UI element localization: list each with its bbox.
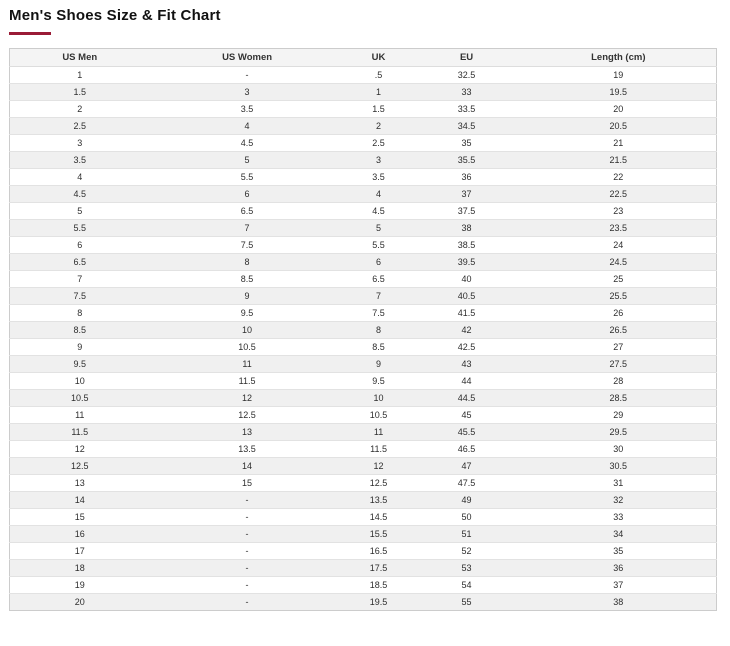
table-cell: 8 (345, 322, 413, 339)
table-cell: 37 (521, 577, 717, 594)
table-row (10, 407, 717, 424)
table-cell: 10.5 (149, 339, 344, 356)
table-cell: 16.5 (345, 543, 413, 560)
table-cell: 15 (149, 475, 344, 492)
table-cell: - (149, 560, 344, 577)
table-cell: 24 (521, 237, 717, 254)
table-cell: - (149, 67, 344, 84)
table-row (10, 390, 717, 407)
table-cell: 47 (412, 458, 520, 475)
table-cell: 31 (521, 475, 717, 492)
table-row (10, 441, 717, 458)
table-cell: 19.5 (521, 84, 717, 101)
table-cell: .5 (345, 67, 413, 84)
table-row (10, 560, 717, 577)
table-cell: - (149, 577, 344, 594)
table-cell: 23 (521, 203, 717, 220)
table-row (10, 169, 717, 186)
table-cell: 12.5 (345, 475, 413, 492)
table-cell: 12 (345, 458, 413, 475)
column-header-uk: UK (345, 49, 413, 67)
table-cell: 5 (345, 220, 413, 237)
table-cell: 4.5 (149, 135, 344, 152)
table-cell: 3.5 (10, 152, 150, 169)
table-row (10, 526, 717, 543)
table-cell: 38.5 (412, 237, 520, 254)
table-cell: 43 (412, 356, 520, 373)
table-cell: 9 (10, 339, 150, 356)
table-cell: 1.5 (345, 101, 413, 118)
table-cell: 9 (345, 356, 413, 373)
table-cell: 9.5 (149, 305, 344, 322)
table-cell: 38 (521, 594, 717, 611)
table-cell: 12.5 (10, 458, 150, 475)
table-cell: 6 (345, 254, 413, 271)
table-cell: 9.5 (345, 373, 413, 390)
table-cell: 5.5 (345, 237, 413, 254)
table-cell: 12.5 (149, 407, 344, 424)
table-cell: 20 (10, 594, 150, 611)
table-cell: 3 (10, 135, 150, 152)
table-cell: 12 (10, 441, 150, 458)
column-header-eu: EU (412, 49, 520, 67)
table-row (10, 594, 717, 611)
table-cell: 41.5 (412, 305, 520, 322)
table-row (10, 492, 717, 509)
table-cell: 51 (412, 526, 520, 543)
column-header-length-cm: Length (cm) (521, 49, 717, 67)
table-cell: 27 (521, 339, 717, 356)
table-cell: 44.5 (412, 390, 520, 407)
table-cell: 33.5 (412, 101, 520, 118)
table-cell: 15 (10, 509, 150, 526)
table-cell: 54 (412, 577, 520, 594)
table-cell: 11.5 (345, 441, 413, 458)
table-row (10, 356, 717, 373)
table-cell: 4.5 (345, 203, 413, 220)
table-cell: - (149, 594, 344, 611)
table-cell: 3 (149, 84, 344, 101)
column-header-us-men: US Men (10, 49, 150, 67)
table-row (10, 543, 717, 560)
table-row (10, 577, 717, 594)
table-cell: 52 (412, 543, 520, 560)
table-cell: 46.5 (412, 441, 520, 458)
table-cell: 5.5 (149, 169, 344, 186)
table-row (10, 373, 717, 390)
table-cell: 26 (521, 305, 717, 322)
table-cell: 3 (345, 152, 413, 169)
size-chart-header (10, 49, 717, 67)
table-cell: 37 (412, 186, 520, 203)
table-cell: 4 (10, 169, 150, 186)
table-cell: 36 (521, 560, 717, 577)
table-cell: 39.5 (412, 254, 520, 271)
table-row (10, 322, 717, 339)
table-cell: 28.5 (521, 390, 717, 407)
table-cell: 30.5 (521, 458, 717, 475)
table-cell: 4 (149, 118, 344, 135)
table-cell: 50 (412, 509, 520, 526)
table-cell: 14 (149, 458, 344, 475)
table-cell: 2.5 (345, 135, 413, 152)
table-cell: 7 (149, 220, 344, 237)
table-cell: 27.5 (521, 356, 717, 373)
table-row (10, 220, 717, 237)
table-cell: 40.5 (412, 288, 520, 305)
table-cell: 26.5 (521, 322, 717, 339)
table-cell: 7.5 (10, 288, 150, 305)
table-row (10, 288, 717, 305)
table-cell: 5 (10, 203, 150, 220)
table-cell: 4 (345, 186, 413, 203)
table-cell: 13 (10, 475, 150, 492)
table-row (10, 152, 717, 169)
table-row (10, 509, 717, 526)
table-cell: 34 (521, 526, 717, 543)
table-cell: 42.5 (412, 339, 520, 356)
table-cell: 35 (521, 543, 717, 560)
table-row (10, 254, 717, 271)
table-cell: 11 (345, 424, 413, 441)
table-cell: 42 (412, 322, 520, 339)
table-cell: 29.5 (521, 424, 717, 441)
table-cell: 40 (412, 271, 520, 288)
table-cell: 4.5 (10, 186, 150, 203)
table-cell: 5 (149, 152, 344, 169)
table-cell: 18.5 (345, 577, 413, 594)
table-cell: 10.5 (345, 407, 413, 424)
table-row (10, 67, 717, 84)
table-cell: 7 (10, 271, 150, 288)
table-cell: 29 (521, 407, 717, 424)
table-cell: 45.5 (412, 424, 520, 441)
table-cell: 22 (521, 169, 717, 186)
title-underline (9, 32, 51, 35)
table-cell: 2.5 (10, 118, 150, 135)
header-row (10, 49, 717, 67)
table-cell: 44 (412, 373, 520, 390)
table-cell: - (149, 492, 344, 509)
table-cell: 8.5 (149, 271, 344, 288)
page-title: Men's Shoes Size & Fit Chart (9, 7, 221, 24)
table-cell: 6 (10, 237, 150, 254)
table-cell: - (149, 526, 344, 543)
table-cell: 9.5 (10, 356, 150, 373)
table-cell: 11.5 (149, 373, 344, 390)
table-row (10, 84, 717, 101)
table-cell: 7.5 (149, 237, 344, 254)
table-cell: 35 (412, 135, 520, 152)
table-row (10, 475, 717, 492)
table-cell: - (149, 509, 344, 526)
table-cell: 6.5 (345, 271, 413, 288)
table-cell: 13.5 (345, 492, 413, 509)
table-cell: - (149, 543, 344, 560)
table-cell: 14.5 (345, 509, 413, 526)
table-cell: 19 (521, 67, 717, 84)
table-row (10, 424, 717, 441)
table-row (10, 135, 717, 152)
table-cell: 1 (10, 67, 150, 84)
table-cell: 19 (10, 577, 150, 594)
table-cell: 3.5 (149, 101, 344, 118)
size-chart-table (9, 48, 717, 611)
table-cell: 7 (345, 288, 413, 305)
table-cell: 17 (10, 543, 150, 560)
table-cell: 34.5 (412, 118, 520, 135)
table-cell: 11 (10, 407, 150, 424)
table-cell: 20.5 (521, 118, 717, 135)
table-cell: 11.5 (10, 424, 150, 441)
table-cell: 28 (521, 373, 717, 390)
table-cell: 10 (10, 373, 150, 390)
table-cell: 15.5 (345, 526, 413, 543)
table-cell: 33 (521, 509, 717, 526)
table-cell: 18 (10, 560, 150, 577)
table-cell: 21.5 (521, 152, 717, 169)
table-cell: 8 (149, 254, 344, 271)
table-cell: 6 (149, 186, 344, 203)
table-cell: 49 (412, 492, 520, 509)
size-chart-body (10, 67, 717, 611)
table-cell: 37.5 (412, 203, 520, 220)
table-cell: 47.5 (412, 475, 520, 492)
table-cell: 30 (521, 441, 717, 458)
table-row (10, 186, 717, 203)
table-cell: 10 (149, 322, 344, 339)
table-cell: 36 (412, 169, 520, 186)
table-cell: 32 (521, 492, 717, 509)
table-cell: 21 (521, 135, 717, 152)
table-cell: 1 (345, 84, 413, 101)
table-cell: 2 (10, 101, 150, 118)
table-cell: 11 (149, 356, 344, 373)
table-cell: 35.5 (412, 152, 520, 169)
table-cell: 10 (345, 390, 413, 407)
table-cell: 19.5 (345, 594, 413, 611)
table-cell: 22.5 (521, 186, 717, 203)
table-cell: 1.5 (10, 84, 150, 101)
table-cell: 13.5 (149, 441, 344, 458)
table-row (10, 305, 717, 322)
table-row (10, 101, 717, 118)
table-row (10, 237, 717, 254)
table-cell: 12 (149, 390, 344, 407)
table-cell: 45 (412, 407, 520, 424)
table-cell: 6.5 (149, 203, 344, 220)
table-cell: 55 (412, 594, 520, 611)
table-row (10, 203, 717, 220)
table-cell: 5.5 (10, 220, 150, 237)
table-cell: 9 (149, 288, 344, 305)
table-cell: 32.5 (412, 67, 520, 84)
table-cell: 6.5 (10, 254, 150, 271)
table-cell: 33 (412, 84, 520, 101)
table-cell: 23.5 (521, 220, 717, 237)
table-cell: 3.5 (345, 169, 413, 186)
table-cell: 2 (345, 118, 413, 135)
table-cell: 24.5 (521, 254, 717, 271)
table-cell: 16 (10, 526, 150, 543)
table-row (10, 271, 717, 288)
table-cell: 8.5 (345, 339, 413, 356)
table-cell: 20 (521, 101, 717, 118)
table-cell: 8 (10, 305, 150, 322)
table-cell: 17.5 (345, 560, 413, 577)
table-cell: 7.5 (345, 305, 413, 322)
table-cell: 10.5 (10, 390, 150, 407)
table-cell: 13 (149, 424, 344, 441)
table-cell: 8.5 (10, 322, 150, 339)
column-header-us-women: US Women (149, 49, 344, 67)
table-cell: 53 (412, 560, 520, 577)
table-cell: 25.5 (521, 288, 717, 305)
table-row (10, 339, 717, 356)
table-row (10, 458, 717, 475)
table-cell: 25 (521, 271, 717, 288)
table-row (10, 118, 717, 135)
table-cell: 38 (412, 220, 520, 237)
table-cell: 14 (10, 492, 150, 509)
